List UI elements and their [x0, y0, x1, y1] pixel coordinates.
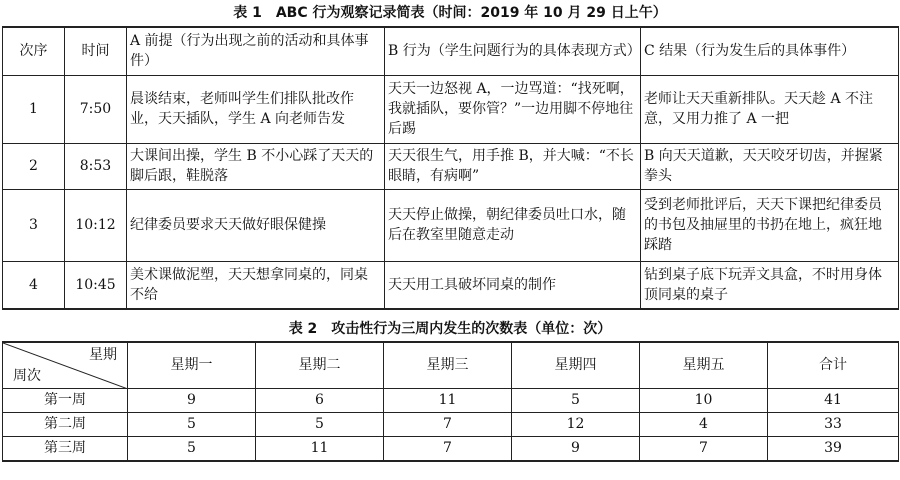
row-antecedent: 大课间出操，学生 B 不小心踩了天天的脚后跟，鞋脱落	[127, 143, 385, 189]
cell-value: 9	[128, 388, 256, 412]
row-seq: 3	[3, 189, 65, 261]
cell-value: 4	[640, 412, 768, 436]
header-seq: 次序	[3, 27, 65, 75]
cell-value: 7	[384, 412, 512, 436]
header-total: 合计	[768, 342, 899, 388]
header-wednesday: 星期三	[384, 342, 512, 388]
cell-value: 10	[640, 388, 768, 412]
row-antecedent: 晨谈结束，老师叫学生们排队批改作业，天天插队，学生 A 向老师告发	[127, 75, 385, 143]
row-consequence: 钻到桌子底下玩弄文具盒，不时用身体顶同桌的桌子	[641, 261, 899, 309]
row-behavior: 天天停止做操，朝纪律委员吐口水，随后在教室里随意走动	[385, 189, 641, 261]
cell-value: 5	[128, 436, 256, 461]
row-behavior: 天天用工具破坏同桌的制作	[385, 261, 641, 309]
row-behavior: 天天很生气，用手推 B，并大喊：“不长眼睛，有病啊”	[385, 143, 641, 189]
cell-value: 7	[384, 436, 512, 461]
header-antecedent: A 前提（行为出现之前的活动和具体事件）	[127, 27, 385, 75]
table1-caption: 表 1 ABC 行为观察记录简表（时间：2019 年 10 月 29 日上午）	[233, 5, 667, 21]
cell-total: 39	[768, 436, 899, 461]
cell-value: 7	[640, 436, 768, 461]
header-friday: 星期五	[640, 342, 768, 388]
cell-value: 9	[512, 436, 640, 461]
table-row	[3, 388, 899, 412]
header-tuesday: 星期二	[256, 342, 384, 388]
row-consequence: 老师让天天重新排队。天天趁 A 不注意，又用力推了 A 一把	[641, 75, 899, 143]
cell-value: 12	[512, 412, 640, 436]
cell-value: 11	[384, 388, 512, 412]
row-time: 10:45	[65, 261, 127, 309]
header-behavior: B 行为（学生问题行为的具体表现方式）	[385, 27, 641, 75]
cell-value: 6	[256, 388, 384, 412]
header-time: 时间	[65, 27, 127, 75]
row-time: 10:12	[65, 189, 127, 261]
cell-value: 11	[256, 436, 384, 461]
table1-header-row	[3, 27, 899, 75]
header-consequence: C 结果（行为发生后的具体事件）	[641, 27, 899, 75]
header-monday: 星期一	[128, 342, 256, 388]
table-row	[3, 261, 899, 309]
cell-total: 41	[768, 388, 899, 412]
table-row	[3, 75, 899, 143]
table2-header-row	[3, 342, 899, 388]
cell-total: 33	[768, 412, 899, 436]
row-seq: 4	[3, 261, 65, 309]
table2-caption: 表 2 攻击性行为三周内发生的次数表（单位：次）	[288, 321, 612, 337]
aggression-count-table	[2, 341, 899, 462]
row-behavior: 天天一边怒视 A，一边骂道：“找死啊，我就插队，要你管？”一边用脚不停地往后踢	[385, 75, 641, 143]
header-thursday: 星期四	[512, 342, 640, 388]
diagonal-header-cell	[3, 342, 128, 388]
table-row	[3, 412, 899, 436]
row-antecedent: 美术课做泥塑，天天想拿同桌的，同桌不给	[127, 261, 385, 309]
row-time: 8:53	[65, 143, 127, 189]
row-consequence: B 向天天道歉，天天咬牙切齿，并握紧拳头	[641, 143, 899, 189]
table-row	[3, 189, 899, 261]
row-week: 第二周	[3, 412, 128, 436]
row-seq: 1	[3, 75, 65, 143]
table-row	[3, 436, 899, 461]
corner-week-label: 周次	[13, 367, 41, 384]
row-antecedent: 纪律委员要求天天做好眼保健操	[127, 189, 385, 261]
row-week: 第一周	[3, 388, 128, 412]
row-consequence: 受到老师批评后，天天下课把纪律委员的书包及抽屉里的书扔在地上，疯狂地踩踏	[641, 189, 899, 261]
corner-weekday-label: 星期	[89, 347, 117, 363]
row-time: 7:50	[65, 75, 127, 143]
cell-value: 5	[256, 412, 384, 436]
row-week: 第三周	[3, 436, 128, 461]
cell-value: 5	[128, 412, 256, 436]
table-row	[3, 143, 899, 189]
row-seq: 2	[3, 143, 65, 189]
cell-value: 5	[512, 388, 640, 412]
abc-observation-table	[2, 26, 899, 310]
